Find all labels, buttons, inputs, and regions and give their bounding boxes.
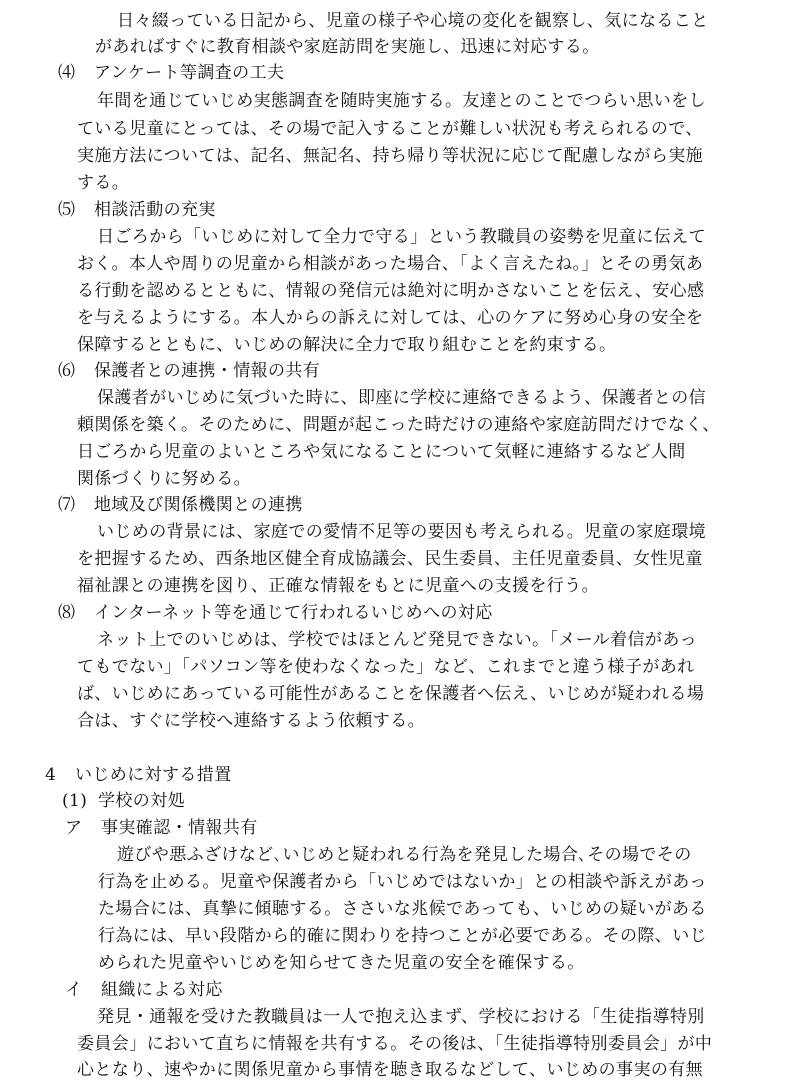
- section-title: 保護者との連携・情報の共有: [94, 361, 321, 381]
- section-title: 地域及び関係機関との連携: [94, 495, 303, 515]
- body-text-line: 日ごろから「いじめに対して全力で守る」という教職員の姿勢を児童に伝えて: [97, 227, 706, 247]
- body-text-line: る行動を認めるとともに、情報の発信元は絶対に明かさないことを伝え、安心感: [77, 281, 705, 301]
- section-number: ⑷: [58, 63, 76, 83]
- body-text-line: 委員会」において直ちに情報を共有する。その後は、「生徒指導特別委員会」が中: [77, 1034, 713, 1054]
- section-heading-8: [58, 600, 493, 626]
- section-heading-5: [58, 197, 216, 223]
- section-number: ⑻: [58, 603, 76, 623]
- item-number: イ: [65, 980, 83, 1000]
- section-heading-6: [58, 358, 320, 384]
- body-text-line: 発見・通報を受けた教職員は一人で抱え込まず、学校における「生徒指導特別: [97, 1007, 705, 1027]
- body-text-line: 日ごろから児童のよいところや気になることについて気軽に連絡するなど人間: [77, 442, 686, 462]
- body-text-line: する。: [77, 173, 130, 193]
- item-title: 組織による対応: [101, 980, 223, 1000]
- chapter-heading-4: [45, 762, 232, 788]
- body-text-line: 行為には、早い段階から的確に関わりを持つことが必要である。その際、いじ: [98, 926, 707, 946]
- body-text-line: おく。本人や周りの児童から相談があった場合、「よく言えたね。」とその勇気あ: [77, 254, 704, 274]
- body-text-line: 福祉課との連携を図り、正確な情報をもとに児童への支援を行う。: [77, 576, 599, 596]
- chapter-number: 4: [45, 765, 57, 785]
- body-text-line: 年間を通じていじめ実態調査を随時実施する。友達とのことでつらい思いをし: [97, 91, 706, 111]
- item-number: ア: [65, 818, 83, 838]
- body-text-line: 保護者がいじめに気づいた時に、即座に学校に連絡できるよう、保護者との信: [97, 388, 706, 408]
- item-heading-i: [65, 977, 223, 1003]
- body-text-line: ネット上でのいじめは、学校ではほとんど発見できない。「メール着信があっ: [97, 630, 697, 650]
- body-text-line: 心となり、速やかに関係児童から事情を聴き取るなどして、いじめの事実の有無: [77, 1060, 704, 1080]
- body-text-line: を把握するため、西条地区健全育成協議会、民生委員、主任児童委員、女性児童: [77, 549, 703, 569]
- body-text-line: 関係づくりに努める。: [77, 469, 251, 489]
- body-text-line: いじめの背景には、家庭での愛情不足等の要因も考えられる。児童の家庭環境: [97, 522, 706, 542]
- chapter-title: いじめに対する措置: [75, 765, 232, 785]
- section-title: インターネット等を通じて行われるいじめへの対応: [94, 603, 493, 623]
- item-title: 事実確認・情報共有: [101, 818, 258, 838]
- body-text-line: た場合には、真摯に傾聴する。ささいな兆候であっても、いじめの疑いがある: [98, 899, 707, 919]
- body-text-line: 日々綴っている日記から、児童の様子や心境の変化を観察し、気になること: [117, 11, 709, 31]
- body-text-line: 遊びや悪ふざけなど､いじめと疑われる行為を発見した場合､その場でその: [117, 845, 692, 865]
- subsection-heading-1: [62, 788, 185, 814]
- section-heading-4: [58, 60, 284, 86]
- body-text-line: てもでない」「パソコン等を使わなくなった」など、これまでと違う様子があれ: [77, 657, 695, 677]
- body-text-line: があればすぐに教育相談や家庭訪問を実施し、迅速に対応する。: [95, 37, 600, 57]
- body-text-line: 頼関係を築く。そのために、問題が起こった時だけの連絡や家庭訪問だけでなく、: [77, 415, 720, 435]
- section-number: ⑺: [58, 495, 76, 515]
- body-text-line: ば、いじめにあっている可能性があることを保護者へ伝え、いじめが疑われる場: [77, 684, 705, 704]
- item-heading-a: [65, 815, 258, 841]
- body-text-line: 保障するとともに、いじめの解決に全力で取り組むことを約束する。: [77, 335, 617, 355]
- section-number: ⑹: [58, 361, 76, 381]
- subsection-number: (1): [62, 791, 88, 811]
- body-text-line: 合は、すぐに学校へ連絡するよう依頼する。: [77, 711, 425, 731]
- section-title: アンケート等調査の工夫: [94, 63, 285, 83]
- subsection-title: 学校の対処: [98, 791, 185, 811]
- body-text-line: 行為を止める。児童や保護者から「いじめではないか」との相談や訴えがあっ: [98, 872, 707, 892]
- section-number: ⑸: [58, 200, 76, 220]
- body-text-line: を与えるようにする。本人からの訴えに対しては、心のケアに努め心身の安全を: [77, 308, 704, 328]
- section-title: 相談活動の充実: [94, 200, 216, 220]
- section-heading-7: [58, 492, 303, 518]
- body-text-line: ている児童にとっては、その場で記入することが難しい状況も考えられるので、: [77, 119, 703, 139]
- body-text-line: 実施方法については、記名、無記名、持ち帰り等状況に応じて配慮しながら実施: [77, 146, 704, 166]
- body-text-line: められた児童やいじめを知らせてきた児童の安全を確保する。: [98, 953, 585, 973]
